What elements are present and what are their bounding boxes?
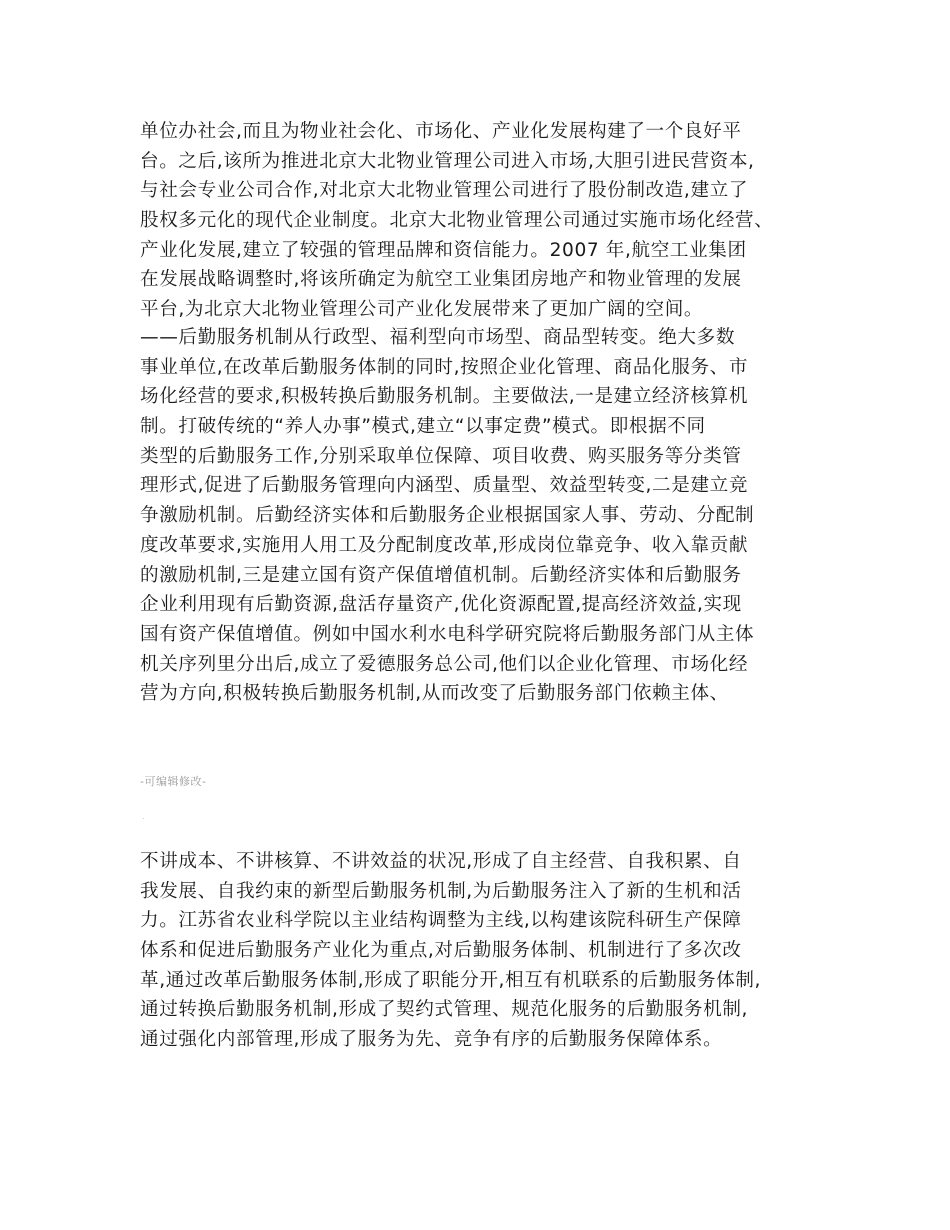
text-line: 国有资产保值增值。例如中国水利水电科学研究院将后勤服务部门从主体 <box>140 623 755 645</box>
text-line: 度改革要求,实施用人用工及分配制度改革,形成岗位靠竞争、收入靠贡献 <box>140 534 749 556</box>
text-line: 体系和促进后勤服务产业化为重点,对后勤服务体制、机制进行了多次改 <box>140 940 742 962</box>
paragraph-2 <box>140 323 820 709</box>
text-line: 力。江苏省农业科学院以主业结构调整为主线,以构建该院科研生产保障 <box>140 910 742 932</box>
text-line: 革,通过改革后勤服务体制,形成了职能分开,相互有机联系的后勤服务体制, <box>140 969 762 991</box>
text-line: 理形式,促进了后勤服务管理向内涵型、质量型、效益型转变,二是建立竞 <box>140 475 749 497</box>
paragraph-3 <box>140 847 820 1055</box>
text-line: 营为方向,积极转换后勤服务机制,从而改变了后勤服务部门依赖主体、 <box>140 683 729 705</box>
paragraph-1 <box>140 117 820 325</box>
page-break-marker: . <box>142 812 145 821</box>
text-line: 制。打破传统的“养人办事”模式,建立“以事定费”模式。即根据不同 <box>140 416 706 438</box>
text-line: 通过转换后勤服务机制,形成了契约式管理、规范化服务的后勤服务机制, <box>140 999 749 1021</box>
text-line: 场化经营的要求,积极转换后勤服务机制。主要做法,一是建立经济核算机 <box>140 386 749 408</box>
text-line: 我发展、自我约束的新型后勤服务机制,为后勤服务注入了新的生机和活 <box>140 880 742 902</box>
text-line: 机关序列里分出后,成立了爱德服务总公司,他们以企业化管理、市场化经 <box>140 653 749 675</box>
text-line: 股权多元化的现代企业制度。北京大北物业管理公司通过实施市场化经营、 <box>140 210 774 232</box>
text-line: 平台,为北京大北物业管理公司产业化发展带来了更加广阔的空间。 <box>140 299 704 321</box>
text-line: 单位办社会,而且为物业社会化、市场化、产业化发展构建了一个良好平 <box>140 121 742 142</box>
text-line: 不讲成本、不讲核算、不讲效益的状况,形成了自主经营、自我积累、自 <box>140 851 742 872</box>
text-line: 企业利用现有后勤资源,盘活存量资产,优化资源配置,提高经济效益,实现 <box>140 594 742 616</box>
text-line: 的激励机制,三是建立国有资产保值增值机制。后勤经济实体和后勤服务 <box>140 564 742 586</box>
text-line: 通过强化内部管理,形成了服务为先、竞争有序的后勤服务保障体系。 <box>140 1029 723 1051</box>
text-line: ——后勤服务机制从行政型、福利型向市场型、商品型转变。绝大多数 <box>140 327 736 348</box>
text-line: 类型的后勤服务工作,分别采取单位保障、项目收费、购买服务等分类管 <box>140 445 742 467</box>
text-line: 台。之后,该所为推进北京大北物业管理公司进入市场,大胆引进民营资本, <box>140 150 755 172</box>
text-line: 与社会专业公司合作,对北京大北物业管理公司进行了股份制改造,建立了 <box>140 180 749 202</box>
text-line: 产业化发展,建立了较强的管理品牌和资信能力。2007 年,航空工业集团 <box>140 239 747 261</box>
page-footer-note: -可编辑修改- <box>140 775 207 788</box>
text-line: 事业单位,在改革后勤服务体制的同时,按照企业化管理、商品化服务、市 <box>140 356 749 378</box>
text-line: 在发展战略调整时,将该所确定为航空工业集团房地产和物业管理的发展 <box>140 269 742 291</box>
text-line: 争激励机制。后勤经济实体和后勤服务企业根据国家人事、劳动、分配制 <box>140 505 755 527</box>
